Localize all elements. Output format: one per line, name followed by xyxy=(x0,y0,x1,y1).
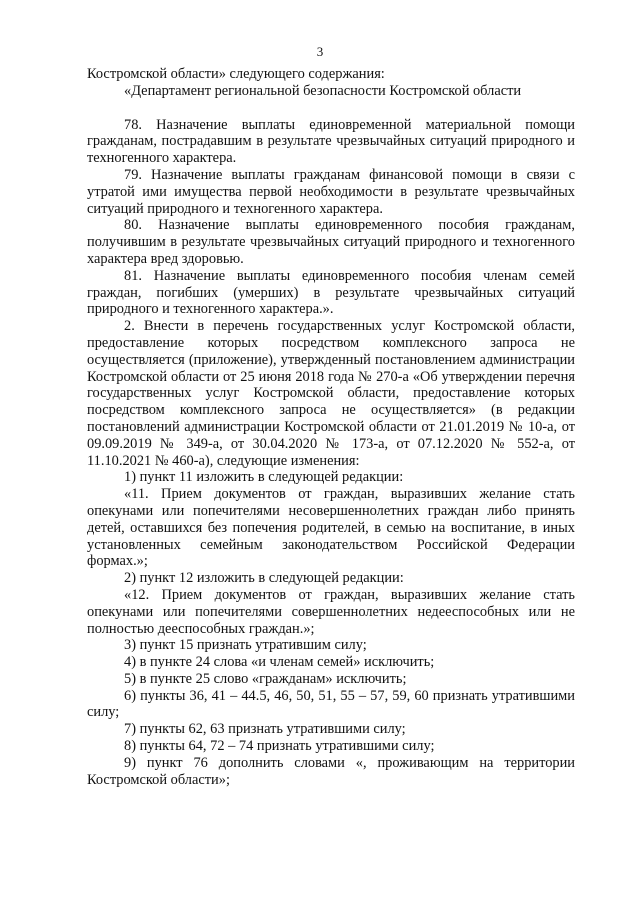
paragraph-quote-11: «11. Прием документов от граждан, выразивших желание стать опекунами или попечителями несовершеннолетних граждан либо принять детей, оставшихся без попечения родителей, в семью на воспитание, в иных установленных семейным законодательством Российской Федерации формах.»; xyxy=(87,486,575,570)
paragraph-intro: Костромской области» следующего содержания: xyxy=(87,66,385,82)
paragraph-change-7: 7) пункты 62, 63 признать утратившими силу; xyxy=(124,721,406,738)
paragraph-change-4: 4) в пункте 24 слова «и членам семей» исключить; xyxy=(124,654,435,671)
paragraph-item-81: 81. Назначение выплаты единовременного пособия членам семей граждан, погибших (умерших) в результате чрезвычайных ситуаций природного и техногенного характера.». xyxy=(87,267,575,318)
paragraph-change-1: 1) пункт 11 изложить в следующей редакции: xyxy=(124,469,404,486)
paragraph-quote-12: «12. Прием документов от граждан, выразивших желание стать опекунами или попечителями совершеннолетних недееспособных или не полностью дееспособных граждан.»; xyxy=(87,586,575,637)
paragraph-change-6: 6) пункты 36, 41 – 44.5, 46, 50, 51, 55 – 57, 59, 60 признать утратившими силу; xyxy=(87,687,575,721)
paragraph-change-2: 2) пункт 12 изложить в следующей редакции: xyxy=(124,570,404,587)
paragraph-change-5: 5) в пункте 25 слово «гражданам» исключить; xyxy=(124,670,407,687)
document-body xyxy=(87,66,575,788)
paragraph-change-3: 3) пункт 15 признать утратившим силу; xyxy=(124,637,367,654)
paragraph-department-heading: «Департамент региональной безопасности Костромской области xyxy=(124,82,522,99)
page-number: 3 xyxy=(316,44,324,59)
paragraph-item-78: 78. Назначение выплаты единовременной материальной помощи гражданам, пострадавшим в результате чрезвычайных ситуаций природного и техногенного характера. xyxy=(87,116,575,167)
paragraph-item-79: 79. Назначение выплаты гражданам финансовой помощи в связи с утратой ими имущества первой необходимости в результате чрезвычайных ситуаций природного и техногенного характера. xyxy=(87,166,575,217)
paragraph-section-2: 2. Внести в перечень государственных услуг Костромской области, предоставление которых посредством комплексного запроса не осуществляется (приложение), утвержденный постановлением администрации Костромской области от 25 июня 2018 года № 270-а «Об утверждении перечня государственных услуг Костромской области, предоставление которых посредством комплексного запроса не осуществляется» (в редакции постановлений администрации Костромской области от 21.01.2019 № 10-а, от 09.09.2019 № 349-а, от 30.04.2020 № 173-а, от 07.12.2020 № 552-а, от 11.10.2021 № 460-а), следующие изменения: xyxy=(87,318,575,469)
paragraph-item-80: 80. Назначение выплаты единовременного пособия гражданам, получившим в результате чрезвычайных ситуаций природного и техногенного характера вред здоровью. xyxy=(87,217,575,267)
paragraph-change-9: 9) пункт 76 дополнить словами «, проживающим на территории Костромской области»; xyxy=(87,754,575,788)
paragraph-change-8: 8) пункты 64, 72 – 74 признать утратившими силу; xyxy=(124,738,435,755)
